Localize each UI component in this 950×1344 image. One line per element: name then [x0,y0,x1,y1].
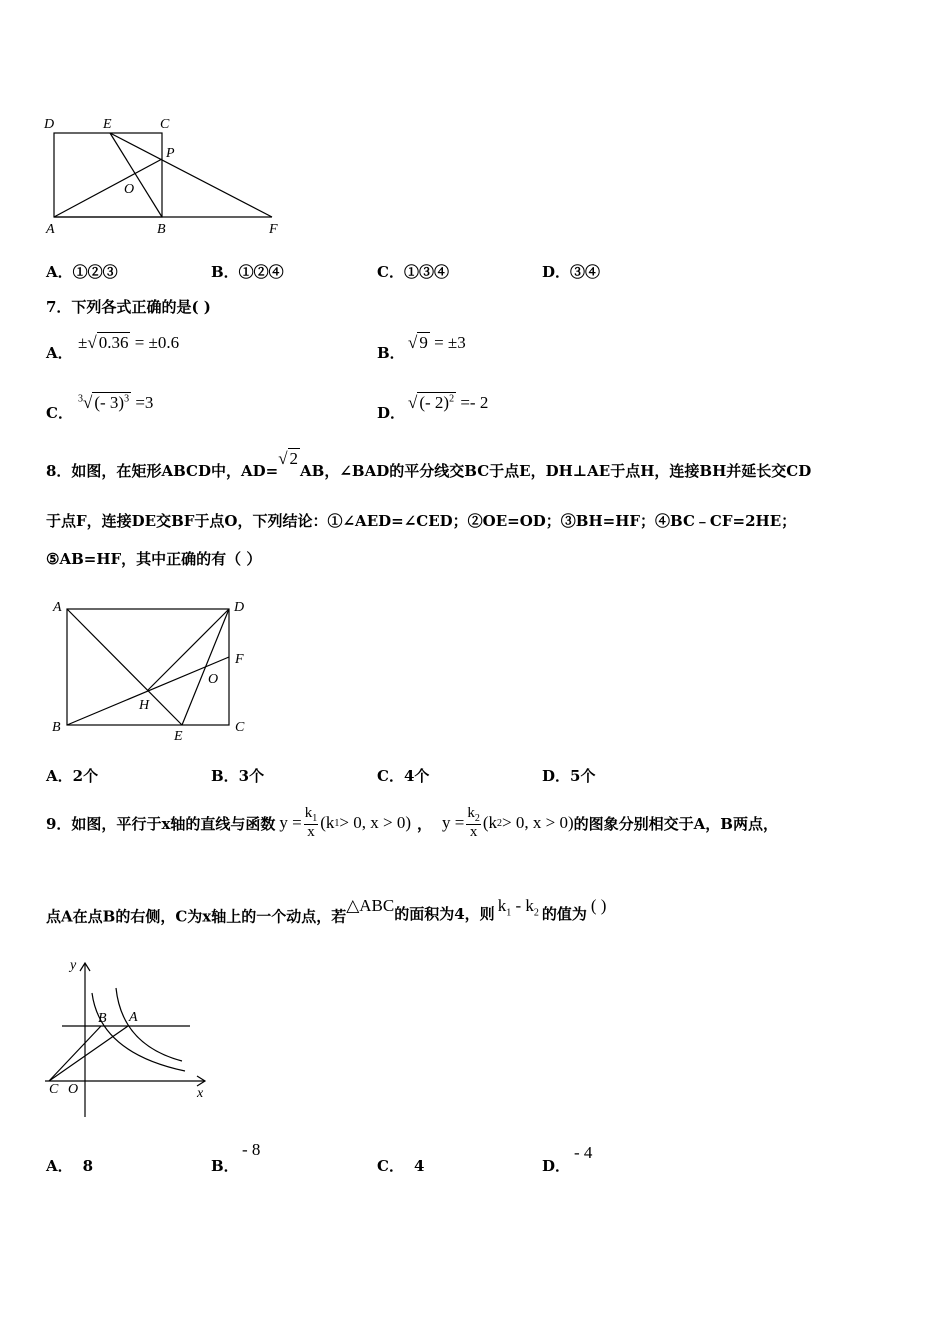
fig8-label-f: F [235,652,244,667]
q9-func1: y = $\frac{k_1}{x}$ (k 1 > 0, x > 0) [279,805,411,840]
q7-option-b-label: B． [377,344,405,362]
q8-option-b: B．3个 [211,767,265,785]
q7-option-c-label: C． [46,404,73,422]
q6-option-d: D．③④ [542,263,601,281]
fig6-label-a: A [46,222,55,237]
fig6-label-e: E [103,117,112,132]
fig9-label-x: x [197,1086,204,1101]
q8-option-d: D．5个 [542,767,596,785]
fig8-label-e: E [174,729,183,744]
q8-figure [40,594,260,746]
q6-option-c: C．①③④ [377,263,449,281]
q9-line1: 9．如图，平行于x轴的直线与函数 y = $\frac{k_1}{x}$ (k 1 > 0, x > 0) ， y = $\frac{k_2}{x}$ (k 2 > 0, x > 0) 的图象分别相交于A，B两点， [46,805,778,840]
q7-stem: 7．下列各式正确的是( ) [46,298,211,316]
fig8-label-a: A [53,600,62,615]
q9-option-b-val: - 8 [242,1140,261,1159]
fig8-label-h: H [139,698,150,713]
q7-option-c-expr: $^3$√ (- 3)$^3$ =3 [78,393,154,412]
fig6-label-f: F [269,222,278,237]
q9-option-b-label: B． [211,1157,239,1175]
fig9-label-a: A [129,1010,138,1025]
fig9-label-c: C [49,1082,59,1097]
fig6-label-c: C [160,117,170,132]
q6-option-b: B．①②④ [211,263,284,281]
q8-line1: 8．如图，在矩形ABCD中，AD=√ 2AB，∠BAD的平分线交BC于点E，DH⊥AE于点H，连接BH并延长交CD [46,449,812,480]
fig6-label-o: O [124,182,135,197]
q9-figure [40,955,215,1120]
q9-func2: y = $\frac{k_2}{x}$ (k 2 > 0, x > 0) [442,805,574,840]
fig6-label-d: D [44,117,55,132]
fig9-label-y: y [70,958,77,973]
fig8-label-o: O [208,672,219,687]
q9-option-a: A． 8 [46,1157,94,1175]
q7-option-b-expr: √ 9 = ±3 [408,333,466,352]
q7-option-d-expr: √ (- 2)$^2$ =- 2 [408,393,489,412]
q6-option-a: A．①②③ [46,263,118,281]
q8-line2: 于点F，连接DE交BF于点O，下列结论：①∠AED=∠CED；②OE=OD；③BH=HF；④BC﹣CF=2HE； [46,512,797,530]
fig6-label-p: P [166,146,175,161]
q8-option-a: A．2个 [46,767,99,785]
q7-option-d-label: D． [377,404,406,422]
q8-line3: ⑤AB=HF，其中正确的有（ ） [46,550,262,568]
q8-option-c: C．4个 [377,767,430,785]
q9-option-d-label: D． [542,1157,571,1175]
q6-figure [40,112,290,242]
fig9-label-b: B [98,1011,107,1026]
q9-line2: 点A在点B的右侧，C为x轴上的一个动点，若△ABC的面积为4，则 $k_1 - k_2$ 的值为 ( ) [46,896,607,926]
fig9-label-o: O [68,1082,79,1097]
q9-option-d-val: - 4 [574,1143,593,1162]
fig8-label-c: C [235,720,245,735]
fig8-label-d: D [234,600,245,615]
fig8-label-b: B [52,720,61,735]
fig6-label-b: B [157,222,166,237]
q7-option-a-label: A． [46,344,73,362]
q9-option-c: C． 4 [377,1157,425,1175]
q7-option-a-expr: ±√ 0.36 = ±0.6 [78,333,180,352]
